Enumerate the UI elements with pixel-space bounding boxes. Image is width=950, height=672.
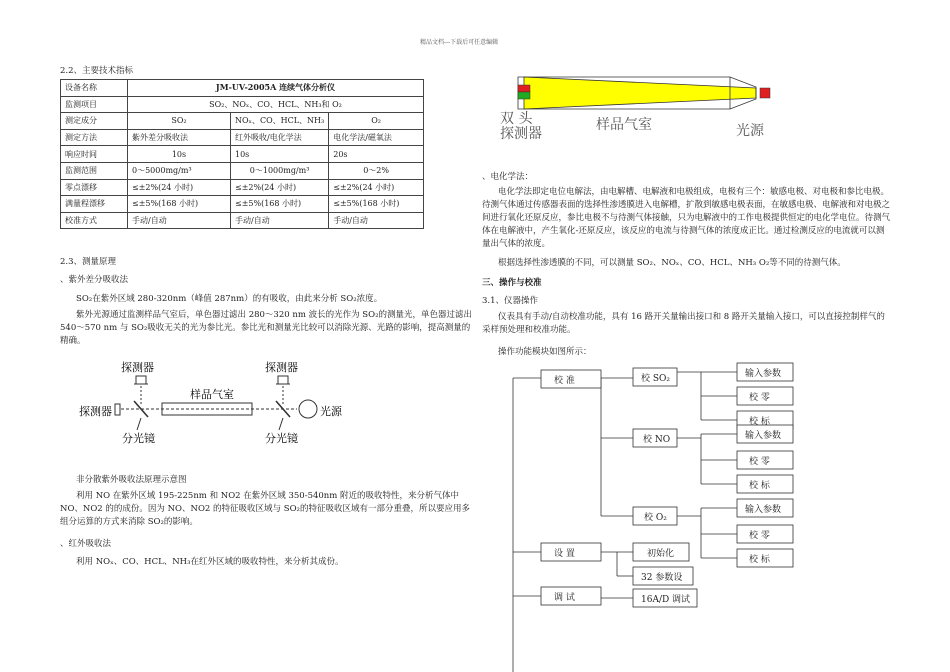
- spec-table: [60, 79, 424, 229]
- uv-principle-diagram: [75, 358, 375, 450]
- section-title-principle: 2.3、测量原理: [60, 257, 117, 267]
- table-cell: ≤±2%(24 小时): [329, 179, 424, 196]
- table-cell: 0～5000mg/m³: [128, 162, 231, 179]
- detector-top-right-icon: [278, 376, 288, 384]
- uv-diagram-caption: 非分散紫外吸收法原理示意图: [76, 475, 187, 485]
- table-cell: 监测项目: [61, 96, 128, 113]
- detector-green-icon: [518, 92, 530, 99]
- table-row: [61, 129, 424, 146]
- flow-label-span: 校 标: [749, 417, 770, 427]
- flow-label-init: 初始化: [647, 549, 675, 559]
- table-cell: SO₂: [128, 113, 231, 130]
- uv-paragraph-1: SO₂在紫外区域 280-320nm（峰值 287nm）的有吸收，由此来分析 SO₂浓度。: [76, 294, 383, 304]
- table-row: [61, 179, 424, 196]
- dual-head-label: 双 头: [500, 111, 533, 127]
- no-paragraph: 利用 NO 在紫外区域 195-225nm 和 NO2 在紫外区域 350-540nm 附近的吸收特性，来分析气体中 NO、NO2 的的成份。因为 NO、NO2 的特征吸收区域与 SO₂的特征吸收区域有一部分重叠，所以要应用多组分运算的方式来消除 SO₂的影响。: [60, 491, 470, 527]
- flow-label-span: 校 标: [749, 555, 770, 565]
- detector-top-left-icon: [136, 376, 146, 384]
- detector-top-right-label: 探测器: [265, 361, 298, 374]
- section-title-specs: 2.2、主要技术指标: [60, 66, 134, 76]
- flow-label-input-param: 输入参数: [745, 369, 782, 379]
- splitter-right-pointer: [279, 418, 283, 430]
- header-watermark: 精品文档---下载后可任意编辑: [420, 39, 499, 46]
- dual-head-diagram: [488, 65, 788, 140]
- table-cell: JM-UV-2005A 连续气体分析仪: [128, 80, 424, 97]
- instr-paragraph: 仪表具有手动/自动校准功能，具有 16 路开关量输出接口和 8 路开关量输入接口，可以直接控制样气的采样预处理和校准功能。: [482, 312, 885, 335]
- operation-flowchart: [505, 358, 835, 672]
- ec-paragraph-1: 电化学法即定电位电解法，由电解槽、电解液和电极组成，电极有三个：敏感电极、对电极和参比电极。待测气体通过传感器表面的选择性渗透膜进入电解槽，扩散到敏感电极表面，在敏感电极、电解液和对电极之间进行氧化还原反应，参比电极不与待测气体接触，只为电解液中的工作电极提供恒定的电化学电位。待测气体在电解液中，产生氧化-还原反应，该反应的电流与待测气体的浓度成正比。通过检测反应的电流就可以测量出气体的浓度。: [482, 187, 891, 249]
- table-cell: 紫外差分吸收法: [128, 129, 231, 146]
- flow-label-zero: 校 零: [749, 457, 770, 467]
- table-cell: 设备名称: [61, 80, 128, 97]
- table-row: [61, 162, 424, 179]
- flow-label-calibrate: 校 准: [554, 376, 575, 386]
- table-cell: ≤±2%(24 小时): [128, 179, 231, 196]
- subsection-title-uv: 、紫外差分吸收法: [60, 275, 129, 285]
- light-source-icon: [299, 400, 317, 418]
- table-row: [61, 146, 424, 163]
- table-cell: 测定方法: [61, 129, 128, 146]
- flow-label-cal-no: 校 NO: [643, 435, 671, 445]
- section-title-ops: 三、操作与校准: [482, 278, 542, 288]
- table-cell: SO₂、NOₓ、CO、HCL、NH₃和 O₂: [128, 96, 424, 113]
- detector-left-icon: [115, 404, 120, 415]
- table-cell: 监测范围: [61, 162, 128, 179]
- table-cell: 电化学法/磁氧法: [329, 129, 424, 146]
- table-cell: 手动/自动: [329, 212, 424, 229]
- light-beam-cone: [524, 77, 756, 109]
- flow-label-zero: 校 零: [749, 393, 770, 403]
- table-row: [61, 96, 424, 113]
- module-caption: 操作功能模块如图所示：: [498, 347, 592, 357]
- table-cell: 红外吸收/电化学法: [231, 129, 329, 146]
- table-cell: O₂: [329, 113, 424, 130]
- table-row: [61, 80, 424, 97]
- table-cell: 20s: [329, 146, 424, 163]
- table-cell: 0～2%: [329, 162, 424, 179]
- flow-label-input-param: 输入参数: [745, 505, 782, 515]
- detector-top-left-label: 探测器: [121, 361, 154, 374]
- flow-label-ad16: 16A/D 调试: [641, 595, 691, 605]
- splitter-right-label: 分光镜: [265, 432, 298, 445]
- table-row: [61, 212, 424, 229]
- table-cell: 测定成分: [61, 113, 128, 130]
- subsection-title-ec: 、电化学法：: [482, 172, 534, 182]
- table-cell: 校准方式: [61, 212, 128, 229]
- table-cell: 零点漂移: [61, 179, 128, 196]
- light-source-label: 光源: [736, 123, 764, 139]
- table-cell: 10s: [128, 146, 231, 163]
- sample-cell-label: 样品气室: [190, 388, 234, 401]
- subsection-title-instr: 3.1、仪器操作: [482, 296, 539, 306]
- flow-label-cal-so2: 校 SO₂: [641, 374, 671, 384]
- detector-left-label: 探测器: [79, 405, 112, 418]
- table-row: [61, 196, 424, 213]
- table-cell: NOₓ、CO、HCL、NH₃: [231, 113, 329, 130]
- detector-label: 探测器: [500, 126, 542, 140]
- table-cell: 手动/自动: [128, 212, 231, 229]
- ec-paragraph-2: 根据选择性渗透膜的不同，可以测量 SO₂、NOₓ、CO、HCL、NH₃ O₂等不同的待测气体。: [498, 258, 846, 268]
- table-cell: 0～1000mg/m³: [231, 162, 329, 179]
- ir-paragraph: 利用 NOₓ、CO、HCL、NH₃在红外区域的吸收特性，来分析其成份。: [76, 557, 344, 567]
- light-source-label: 光源: [320, 405, 342, 418]
- table-cell: 满量程漂移: [61, 196, 128, 213]
- detector-red-icon: [518, 85, 530, 92]
- table-cell: 手动/自动: [231, 212, 329, 229]
- splitter-left-label: 分光镜: [122, 432, 155, 445]
- flow-label-settings: 设 置: [554, 549, 575, 559]
- splitter-left-pointer: [137, 418, 141, 430]
- subsection-title-ir: 、红外吸收法: [60, 539, 112, 549]
- table-row: [61, 113, 424, 130]
- flow-label-zero: 校 零: [749, 531, 770, 541]
- flow-label-span: 校 标: [749, 481, 770, 491]
- flow-label-cal-o2: 校 O₂: [644, 513, 667, 523]
- table-cell: ≤±5%(168 小时): [329, 196, 424, 213]
- table-cell: ≤±5%(168 小时): [128, 196, 231, 213]
- uv-paragraph-2: 紫外光源通过监测样品气室后，单色器过滤出 280～320 nm 波长的光作为 SO₂的测量光，单色器过滤出 540～570 nm 与 SO₂吸收无关的光为参比光。参比光和测量光比较可以消除光源、光路的影响，提高测量的精确。: [60, 310, 472, 346]
- table-cell: ≤±5%(168 小时): [231, 196, 329, 213]
- flow-label-debug: 调 试: [554, 593, 575, 603]
- table-cell: 10s: [231, 146, 329, 163]
- flow-label-input-param: 输入参数: [745, 431, 782, 441]
- table-cell: ≤±2%(24 小时): [231, 179, 329, 196]
- table-cell: 响应时间: [61, 146, 128, 163]
- sample-cell-label: 样品气室: [596, 117, 652, 133]
- flow-label-param32: 32 参数设: [641, 573, 683, 583]
- light-source-icon: [760, 88, 770, 98]
